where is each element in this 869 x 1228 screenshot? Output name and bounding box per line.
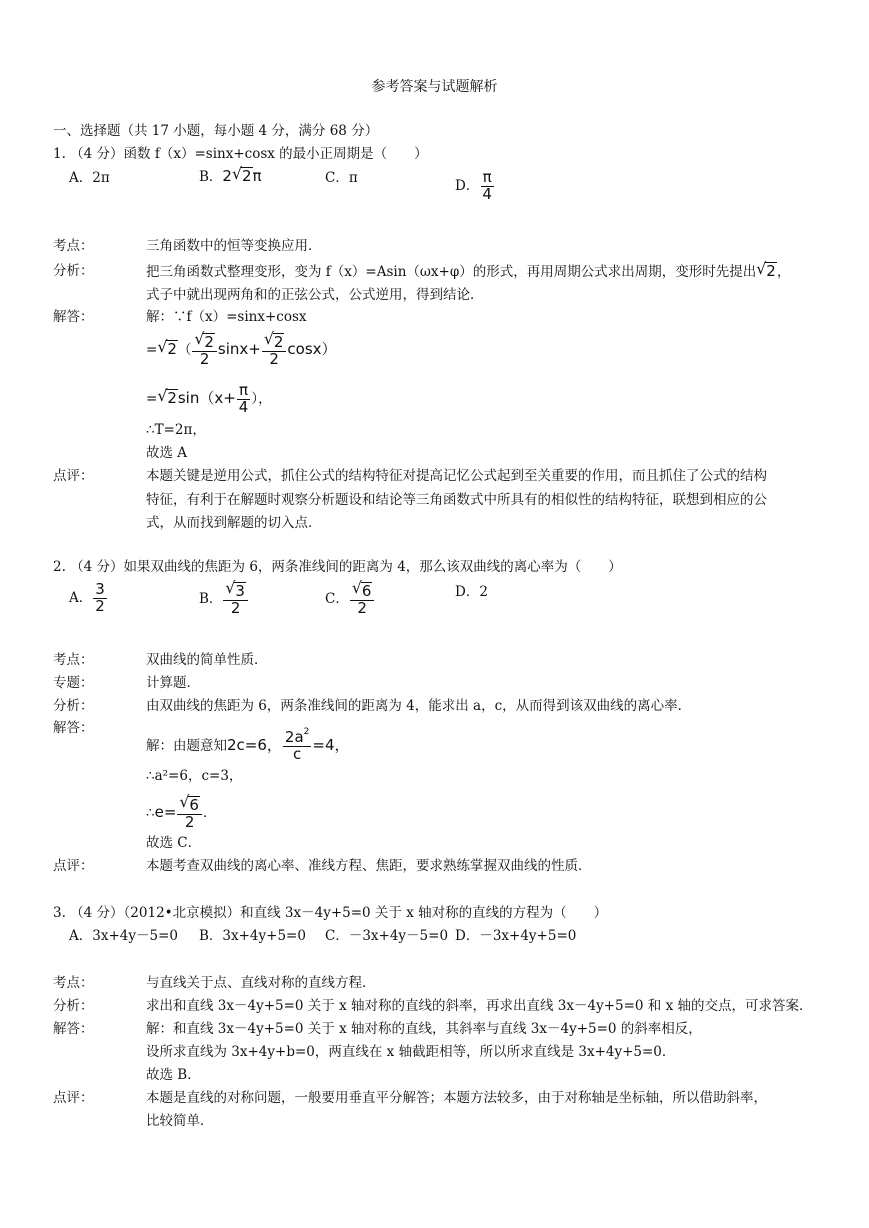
q3-jieda-line2: 设所求直线为 3x+4y+b=0，两直线在 x 轴截距相等，所以所求直线是 3x+4y+5=0． [146,1044,676,1060]
q2-fenxi: 由双曲线的焦距为 6，两条准线间的距离为 4，能求出 a，c，从而得到该双曲线的离心率． [146,698,692,714]
q3-option-d: D．－3x+4y+5=0 [455,928,577,944]
q3-dianping-line1: 本题是直线的对称问题，一般要用垂直平分解答；本题方法较多，由于对称轴是坐标轴，所以借助斜率， [146,1090,767,1106]
q3-dianping-label: 点评： [53,1090,94,1106]
q3-kaodian-label: 考点： [53,975,94,991]
q3-jieda-line1: 解：和直线 3x－4y+5=0 关于 x 轴对称的直线，其斜率与直线 3x－4y+5=0 的斜率相反， [146,1021,702,1037]
q2-option-d: D．2 [455,584,488,600]
q2-dianping: 本题考查双曲线的离心率、准线方程、焦距，要求熟练掌握双曲线的性质． [146,858,592,874]
q1-jieda-line4: ∴T=2π， [146,422,206,438]
q1-dianping-line3: 式，从而找到解题的切入点． [146,515,322,531]
q1-option-a: A．2π [69,170,110,186]
q3-dianping-line2: 比较简单． [146,1113,214,1129]
q2-jieda-line3: ∴e= √ 6 2 ． [146,792,217,831]
q2-option-c: C． √ 6 2 [325,582,375,617]
q2-jieda-line4: 故选 C． [146,835,202,851]
q3-option-c: C．－3x+4y－5=0 [325,928,449,944]
q1-option-c: C．π [325,170,358,186]
q3-option-a: A．3x+4y－5=0 [69,928,178,944]
q3-kaodian: 与直线关于点、直线对称的直线方程． [146,975,376,991]
q1-fenxi-line2: 式子中就出现两角和的正弦公式，公式逆用，得到结论． [146,287,484,303]
section-heading: 一、选择题（共 17 小题，每小题 4 分，满分 68 分） [53,123,379,139]
q2-jieda-line1: 解：由题意知2c=6， $\frac{2a^2}{c}$ =4， [146,727,350,763]
q1-fenxi-label: 分析： [53,263,94,279]
q3-jieda-line3: 故选 B． [146,1067,201,1083]
q1-option-d: D． $\frac{\pi}{4}$ [455,168,492,203]
q2-jieda-line2: ∴a²=6，c=3， [146,768,243,784]
q1-dianping-line2: 特征，有利于在解题时观察分析题设和结论等三角函数式中所具有的相似性的结构特征，联想到相应的公 [146,492,767,508]
q1-jieda-line1: 解：∵f（x）=sinx+cosx [146,309,307,325]
q1-jieda-line5: 故选 A [146,445,188,461]
page-title: 参考答案与试题解析 [371,79,498,95]
q2-fenxi-label: 分析： [53,698,94,714]
q3-fenxi-label: 分析： [53,998,94,1014]
q3-fenxi: 求出和直线 3x－4y+5=0 关于 x 轴对称的直线的斜率，再求出直线 3x－4y+5=0 和 x 轴的交点，可求答案． [146,998,813,1014]
q1-jieda-line2: = √ 2（ √ 2 2 sinx+ √ 2 2 cosx） [146,329,337,368]
q1-dianping-line1: 本题关键是逆用公式，抓住公式的结构特征对提高记忆公式起到至关重要的作用，而且抓住了公式的结构 [146,468,767,484]
q2-kaodian: 双曲线的简单性质． [146,652,268,668]
q1-dianping-label: 点评： [53,468,94,484]
q2-zhuanti: 计算题． [146,675,200,691]
q3-jieda-label: 解答： [53,1021,94,1037]
q2-stem: 2. （4 分）如果双曲线的焦距为 6，两条准线间的距离为 4，那么该双曲线的离心率为（ ） [53,559,622,575]
q1-fenxi-line1: 把三角函数式整理变形，变为 f（x）=Asin（ωx+φ）的形式，再用周期公式求出周期，变形时先提出 √ 2， [146,259,791,280]
q1-kaodian-label: 考点： [53,238,94,254]
q2-dianping-label: 点评： [53,858,94,874]
q3-option-b: B．3x+4y+5=0 [199,928,306,944]
q1-jieda-label: 解答： [53,309,94,325]
q2-zhuanti-label: 专题： [53,675,94,691]
q1-kaodian: 三角函数中的恒等变换应用． [146,238,322,254]
q3-stem: 3. （4 分）（2012•北京模拟）和直线 3x－4y+5=0 关于 x 轴对称的直线的方程为（ ） [53,905,608,921]
q1-jieda-line3: = √ 2sin（x+ $\frac{\pi}{4}$ ）， [146,381,272,416]
q2-option-b: B． √ 3 2 [199,582,249,617]
q1-option-b: B．2 √ 2π [199,164,262,185]
q1-stem: 1. （4 分）函数 f（x）=sinx+cosx 的最小正周期是（ ） [53,146,428,162]
q2-jieda-label: 解答： [53,720,94,736]
q2-option-a: A． $\frac{3}{2}$ [69,580,105,615]
q2-kaodian-label: 考点： [53,652,94,668]
